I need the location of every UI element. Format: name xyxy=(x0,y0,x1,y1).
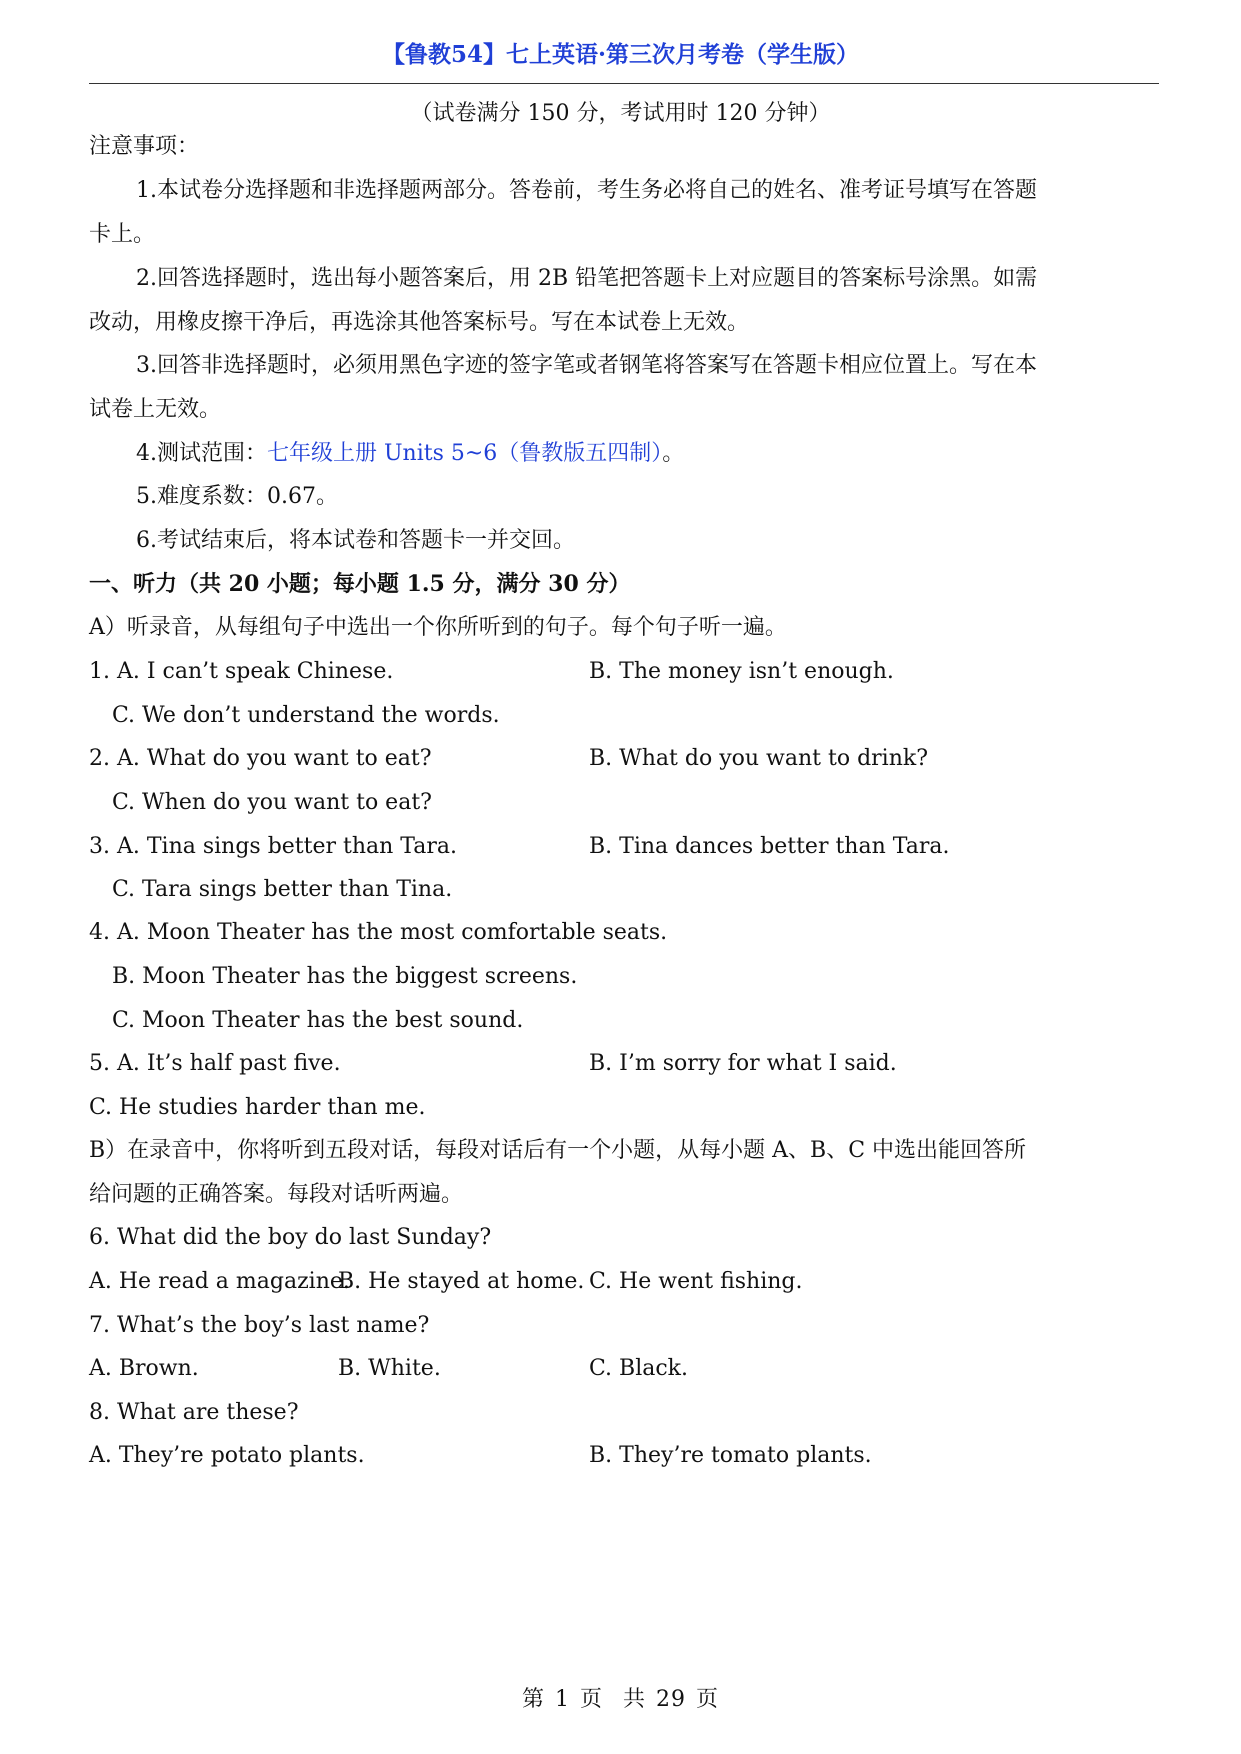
footer-total-pages: 29 xyxy=(656,1687,687,1712)
q5-option-c: C. He studies harder than me. xyxy=(89,1095,426,1120)
test-scope: 七年级上册 Units 5~6（鲁教版五四制） xyxy=(267,441,663,466)
q1-option-c: C. We don’t understand the words. xyxy=(112,703,500,728)
q8-option-b: B. They’re tomato plants. xyxy=(589,1443,872,1468)
note-item-1-line-2: 卡上。 xyxy=(89,222,156,247)
q5-option-b: B. I’m sorry for what I said. xyxy=(589,1051,897,1076)
q2-option-b: B. What do you want to drink? xyxy=(589,746,929,771)
note-item-4 xyxy=(136,439,684,469)
q1-option-b: B. The money isn’t enough. xyxy=(589,659,894,684)
exam-info: （试卷满分 150 分，考试用时 120 分钟） xyxy=(410,101,831,126)
q7-stem: 7. What’s the boy’s last name? xyxy=(89,1313,430,1338)
note-item-3-line-2: 试卷上无效。 xyxy=(89,397,222,422)
q7-option-c: C. Black. xyxy=(589,1356,688,1381)
q4-option-b: B. Moon Theater has the biggest screens. xyxy=(112,964,578,989)
footer-page-label-mid: 页 xyxy=(579,1687,603,1712)
q2-option-a: 2. A. What do you want to eat? xyxy=(89,746,432,771)
note-item-2-line-1: 2.回答选择题时，选出每小题答案后，用 2B 铅笔把答题卡上对应题目的答案标号涂黑。如需 xyxy=(136,266,1038,291)
q6-option-a: A. He read a magazine. xyxy=(89,1269,350,1294)
section-1-heading: 一、听力（共 20 小题；每小题 1.5 分，满分 30 分） xyxy=(89,571,631,597)
footer-page-number: 1 xyxy=(554,1687,570,1712)
q4-option-a: 4. A. Moon Theater has the most comfortable seats. xyxy=(89,920,668,945)
q6-option-b: B. He stayed at home. xyxy=(338,1269,585,1294)
q8-option-a: A. They’re potato plants. xyxy=(89,1443,365,1468)
q6-option-c: C. He went fishing. xyxy=(589,1269,803,1294)
note-item-1-line-1: 1.本试卷分选择题和非选择题两部分。答卷前，考生务必将自己的姓名、准考证号填写在答题 xyxy=(136,178,1037,203)
page-header-title: 【鲁教54】七上英语·第三次月考卷（学生版） xyxy=(381,41,859,68)
part-b-instruction-line-2: 给问题的正确答案。每段对话听两遍。 xyxy=(89,1182,464,1207)
note-item-6: 6.考试结束后，将本试卷和答题卡一并交回。 xyxy=(136,528,575,553)
q5-option-a: 5. A. It’s half past five. xyxy=(89,1051,341,1076)
footer-page-label-post: 页 xyxy=(696,1687,720,1712)
q1-option-a: 1. A. I can’t speak Chinese. xyxy=(89,659,394,684)
q8-stem: 8. What are these? xyxy=(89,1400,299,1425)
note-item-2-line-2: 改动，用橡皮擦干净后，再选涂其他答案标号。写在本试卷上无效。 xyxy=(89,310,750,335)
q3-option-c: C. Tara sings better than Tina. xyxy=(112,877,453,902)
q3-option-a: 3. A. Tina sings better than Tara. xyxy=(89,834,458,859)
note-item-4-prefix: 4.测试范围： xyxy=(136,441,267,466)
q4-option-c: C. Moon Theater has the best sound. xyxy=(112,1008,524,1033)
part-a-instruction: A）听录音，从每组句子中选出一个你所听到的句子。每个句子听一遍。 xyxy=(89,615,787,640)
footer-total-label: 共 xyxy=(623,1687,647,1712)
footer-page-label-pre: 第 xyxy=(521,1687,545,1712)
note-item-5: 5.难度系数：0.67。 xyxy=(136,484,338,509)
header-divider xyxy=(89,83,1159,84)
note-item-4-suffix: 。 xyxy=(662,441,685,466)
q3-option-b: B. Tina dances better than Tara. xyxy=(589,834,950,859)
part-b-instruction-line-1: B）在录音中，你将听到五段对话，每段对话后有一个小题，从每小题 A、B、C 中选出能回答所 xyxy=(89,1138,1027,1163)
q6-stem: 6. What did the boy do last Sunday? xyxy=(89,1225,492,1250)
note-item-3-line-1: 3.回答非选择题时，必须用黑色字迹的签字笔或者钢笔将答案写在答题卡相应位置上。写在本 xyxy=(136,353,1037,378)
q2-option-c: C. When do you want to eat? xyxy=(112,790,432,815)
q7-option-a: A. Brown. xyxy=(89,1356,199,1381)
q7-option-b: B. White. xyxy=(338,1356,441,1381)
page-footer xyxy=(0,1682,1241,1713)
notes-heading: 注意事项： xyxy=(89,134,200,159)
